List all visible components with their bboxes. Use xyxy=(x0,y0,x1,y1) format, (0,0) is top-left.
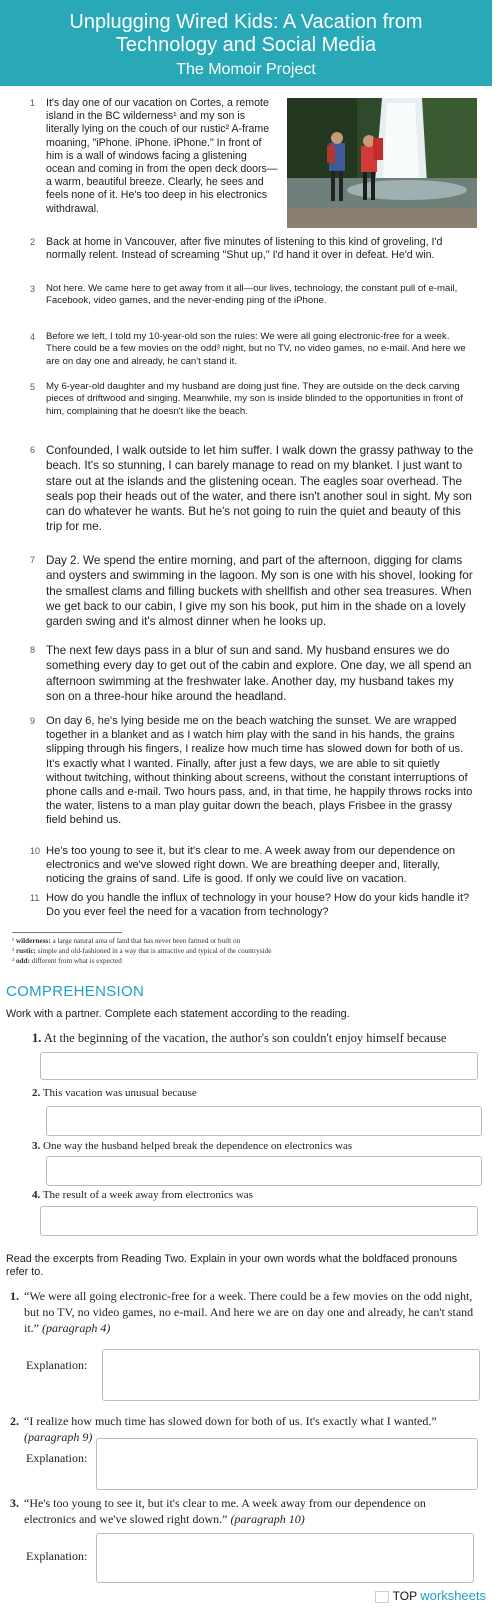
paragraph-text: Before we left, I told my 10-year-old son the rules: We were all going electronic-free for a week. There could be a few movies on the odd³ night, but no TV, no video games, no e-mail. And here we are on day one and already, he can't stand it. xyxy=(46,331,466,367)
paragraph-text: Day 2. We spend the entire morning, and part of the afternoon, digging for clams and oysters and swimming in the lagoon. My son is one with his shovel, looking for the smallest clams and filling buckets with shellfish and other sea treasures. When we get back to our cabin, I give my son his book, put him in the shade on a lovely garden swing and it's almost dinner when he looks up. xyxy=(46,554,473,629)
paragraph-number: 11 xyxy=(30,893,40,903)
paragraph-9 xyxy=(30,714,475,828)
item-number: 2. xyxy=(32,1087,41,1099)
comprehension-item-1 xyxy=(32,1031,446,1045)
paragraph-text: It's day one of our vacation on Cortes, a remote island in the BC wilderness¹ and my son is literally lying on the couch of our rustic² A-frame moaning, "iPhone. iPhone. iPhone." In front of him is a wall of windows facing a glistening ocean and coming in from the open deck doors—a warm, beautiful breeze. Clearly, he sees and feels none of it. He's too deep in his electronics withdrawal. xyxy=(46,97,278,215)
paragraph-number: 8 xyxy=(30,645,36,655)
excerpt-reference: (paragraph 10) xyxy=(230,1512,305,1526)
explanation-field-1[interactable] xyxy=(102,1349,480,1401)
answer-field-3[interactable] xyxy=(46,1156,482,1186)
logo-square-icon xyxy=(375,1591,389,1603)
item-number: 3. xyxy=(10,1496,19,1510)
excerpt-item-3 xyxy=(10,1495,474,1527)
comprehension-item-4 xyxy=(32,1188,253,1202)
paragraph-text: Confounded, I walk outside to let him suffer. I walk down the grassy pathway to the beach. It's so stunning, I can barely manage to read on my blanket. I just want to stare out at the islands and the glistening ocean. The eagles soar overhead. The seals pop their heads out of the water, and there isn't another soul in sight. My son can do whatever he wants. But he's not going to ruin the quiet and beauty of this trip for me. xyxy=(46,444,474,534)
item-text: One way the husband helped break the dependence on electronics was xyxy=(43,1140,353,1152)
logo-part-1: TOP xyxy=(392,1589,417,1603)
title-line-2: Technology and Social Media xyxy=(115,34,377,56)
item-text: At the beginning of the vacation, the author's son couldn't enjoy himself because xyxy=(43,1031,447,1045)
paragraph-text: Not here. We came here to get away from it all—our lives, technology, the constant pull of e-mail, Facebook, video games, and the never-ending ping of the iPhone. xyxy=(46,283,458,307)
item-number: 2. xyxy=(10,1414,19,1428)
paragraph-2 xyxy=(30,236,475,262)
footnote-term: rustic: xyxy=(15,947,36,955)
excerpt-text: “We were all going electronic-free for a week. There could be a few movies on the odd night, but no TV, no video games, no e-mail. And here we are on day one and already, he can't stand it.” xyxy=(24,1289,474,1335)
paragraph-text: Back at home in Vancouver, after five minutes of listening to this kind of groveling, I'd normally relent. Instead of screaming "Shut up," I'd hand it over in defeat. He'd win. xyxy=(46,236,443,262)
paragraph-number: 6 xyxy=(30,445,36,455)
excerpt-text: “I realize how much time has slowed down for both of us. It's exactly what I wanted.” xyxy=(24,1414,437,1428)
title-line-1: Unplugging Wired Kids: A Vacation from xyxy=(69,11,423,33)
paragraph-number: 2 xyxy=(30,237,36,247)
explanation-field-3[interactable] xyxy=(96,1533,474,1583)
excerpt-text: “He's too young to see it, but it's clear to me. A week away from our dependence on electronics and we've slowed right down.” xyxy=(24,1496,426,1526)
comprehension-item-2 xyxy=(32,1086,197,1100)
footnote-1 xyxy=(12,937,482,946)
excerpt-reference: (paragraph 4) xyxy=(42,1321,111,1335)
topworksheets-logo xyxy=(375,1588,486,1603)
paragraph-1 xyxy=(30,97,475,216)
title-banner xyxy=(0,0,492,86)
item-number: 1. xyxy=(32,1031,42,1045)
footnote-term: odd: xyxy=(15,957,30,965)
explanation-label-2: Explanation: xyxy=(26,1451,88,1465)
paragraph-10 xyxy=(30,844,475,887)
paragraph-6 xyxy=(30,443,475,535)
paragraph-7 xyxy=(30,553,475,629)
footnote-mark: ¹ xyxy=(12,937,15,945)
explanation-field-2[interactable] xyxy=(96,1438,478,1490)
item-number: 1. xyxy=(10,1289,19,1303)
footnote-definition: different from what is expected xyxy=(31,957,122,965)
paragraph-text: My 6-year-old daughter and my husband are doing just fine. They are outside on the deck carving pieces of driftwood and singing. Meanwhile, my son is inside blinded to the opportunities in front of him, complaining that he doesn't like the beach. xyxy=(46,381,464,417)
footnote-3 xyxy=(12,957,482,966)
answer-field-1[interactable] xyxy=(40,1052,478,1080)
item-number: 3. xyxy=(32,1140,41,1152)
subtitle: The Momoir Project xyxy=(176,61,316,78)
footnote-divider xyxy=(12,932,122,933)
paragraph-number: 3 xyxy=(30,284,36,294)
paragraph-5 xyxy=(30,381,475,418)
paragraph-3 xyxy=(30,283,475,308)
item-text: This vacation was unusual because xyxy=(42,1087,197,1099)
paragraph-text: The next few days pass in a blur of sun and sand. My husband ensures we do something every day to get out of the cabin and explore. One day, we all spend an afternoon swimming at the freshwater lake. Another day, my husband takes my son on a three-hour hike around the headland. xyxy=(46,644,472,703)
footnote-mark: ³ xyxy=(12,957,15,965)
paragraph-text: How do you handle the influx of technology in your house? How do your kids handle it? Do you ever feel the need for a vacation from technology? xyxy=(46,892,470,918)
answer-field-4[interactable] xyxy=(40,1206,478,1236)
footnote-definition: a large natural area of land that has never been farmed or built on xyxy=(52,937,241,945)
explanation-label-3: Explanation: xyxy=(26,1549,88,1563)
excerpt-item-1 xyxy=(10,1288,474,1336)
paragraph-text: He's too young to see it, but it's clear to me. A week away from our dependence on electronics and we've slowed right down. We are breathing deeper and, literally, noticing the grains of sand. Life is good. If only we could live on vacation. xyxy=(46,845,456,886)
excerpt-reference: (paragraph 9) xyxy=(24,1430,93,1444)
footnote-definition: simple and old-fashioned in a way that is attractive and typical of the countryside xyxy=(37,947,272,955)
explanation-label-1: Explanation: xyxy=(26,1358,88,1372)
answer-field-2[interactable] xyxy=(46,1106,482,1136)
footnote-term: wilderness: xyxy=(15,937,51,945)
paragraph-number: 5 xyxy=(30,382,36,392)
comprehension-item-3 xyxy=(32,1139,352,1153)
paragraph-11 xyxy=(30,891,475,919)
paragraph-number: 1 xyxy=(30,98,36,108)
paragraph-number: 4 xyxy=(30,332,36,342)
comprehension-instruction: Work with a partner. Complete each statement according to the reading. xyxy=(6,1008,350,1020)
item-text: The result of a week away from electronics was xyxy=(42,1189,253,1201)
paragraph-number: 7 xyxy=(30,555,36,565)
paragraph-8 xyxy=(30,643,475,704)
paragraph-text: On day 6, he's lying beside me on the beach watching the sunset. We are wrapped together in a blanket and as I watch him play with the sand in his hands, the grains slipping through his fingers, I realize how much time has slowed down for both of us. It's exactly what I wanted. Finally, after just a few days, we are able to sit quietly without twitching, without thinking about screens, without the constant interruptions of phone calls and e-mail. Two hours pass, and, in that time, he happily throws rocks into the water, listens to a man play guitar down the beach, plays Frisbee in the grassy field behind us. xyxy=(46,715,473,827)
item-number: 4. xyxy=(32,1189,41,1201)
footnote-2 xyxy=(12,947,482,956)
paragraph-number: 10 xyxy=(30,846,41,856)
comprehension-heading: COMPREHENSION xyxy=(6,983,145,1000)
paragraph-number: 9 xyxy=(30,716,36,726)
excerpts-instruction: Read the excerpts from Reading Two. Explain in your own words what the boldfaced pronouns refer to. xyxy=(6,1253,458,1278)
footnote-mark: ² xyxy=(12,947,15,955)
logo-part-2: worksheets xyxy=(420,1588,486,1603)
paragraph-4 xyxy=(30,331,475,368)
